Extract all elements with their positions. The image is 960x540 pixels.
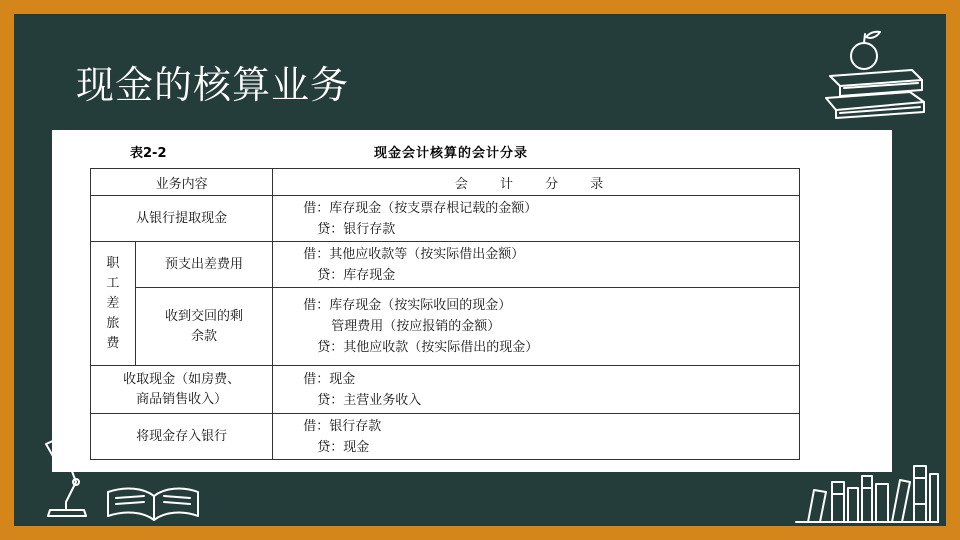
row-content: 从银行提取现金 — [91, 196, 273, 242]
row-content — [91, 366, 273, 414]
header-business-content: 业务内容 — [91, 169, 273, 196]
entry-line: 贷：主营业务收入 — [317, 392, 422, 408]
slide-title: 现金的核算业务 — [76, 63, 350, 107]
header-accounting-entry: 会 计 分 录 — [273, 169, 800, 196]
table-title: 现金会计核算的会计分录 — [374, 146, 529, 161]
table-row — [91, 242, 800, 288]
accounting-table-panel — [52, 130, 892, 472]
table-header-row — [91, 169, 800, 196]
content-line: 余款 — [191, 328, 218, 344]
table-row — [91, 414, 800, 460]
row-entry — [273, 288, 800, 366]
group-char: 旅 — [106, 315, 120, 331]
entry-line: 贷：其他应收款（按实际借出的现金） — [317, 340, 539, 355]
content-line: 商品销售收入） — [136, 391, 228, 407]
entry-line: 借：库存现金（按实际收回的现金） — [303, 298, 512, 313]
content-line: 收到交回的剩 — [165, 308, 244, 324]
table-row — [91, 366, 800, 414]
table-row — [91, 196, 800, 242]
row-content: 将现金存入银行 — [91, 414, 273, 460]
entry-line: 管理费用（按应报销的金额） — [331, 319, 501, 334]
row-entry — [273, 366, 800, 414]
entry-line: 贷：银行存款 — [317, 221, 396, 237]
entry-line: 贷：现金 — [317, 439, 370, 455]
row-entry — [273, 414, 800, 460]
group-char: 差 — [106, 295, 120, 311]
entry-line: 借：现金 — [303, 371, 356, 387]
apple-books-icon — [818, 20, 930, 120]
entry-line: 借：银行存款 — [303, 418, 382, 434]
row-entry — [273, 242, 800, 288]
content-line: 收取现金（如房费、 — [123, 371, 241, 387]
row-content — [135, 288, 272, 366]
table-row — [91, 288, 800, 366]
entry-line: 借：其他应收款等（按实际借出金额） — [303, 246, 525, 262]
journal-entries-table — [90, 168, 800, 460]
entry-line: 借：库存现金（按支票存根记载的金额） — [303, 200, 538, 216]
group-char: 职 — [106, 255, 120, 271]
group-char: 工 — [106, 275, 120, 291]
row-entry — [273, 196, 800, 242]
row-content: 预支出差费用 — [135, 242, 272, 288]
table-number: 表2-2 — [130, 146, 167, 161]
table-caption — [52, 142, 892, 160]
entry-line: 贷：库存现金 — [317, 267, 396, 283]
group-char: 费 — [106, 335, 120, 351]
group-label-travel-expenses — [91, 242, 136, 366]
